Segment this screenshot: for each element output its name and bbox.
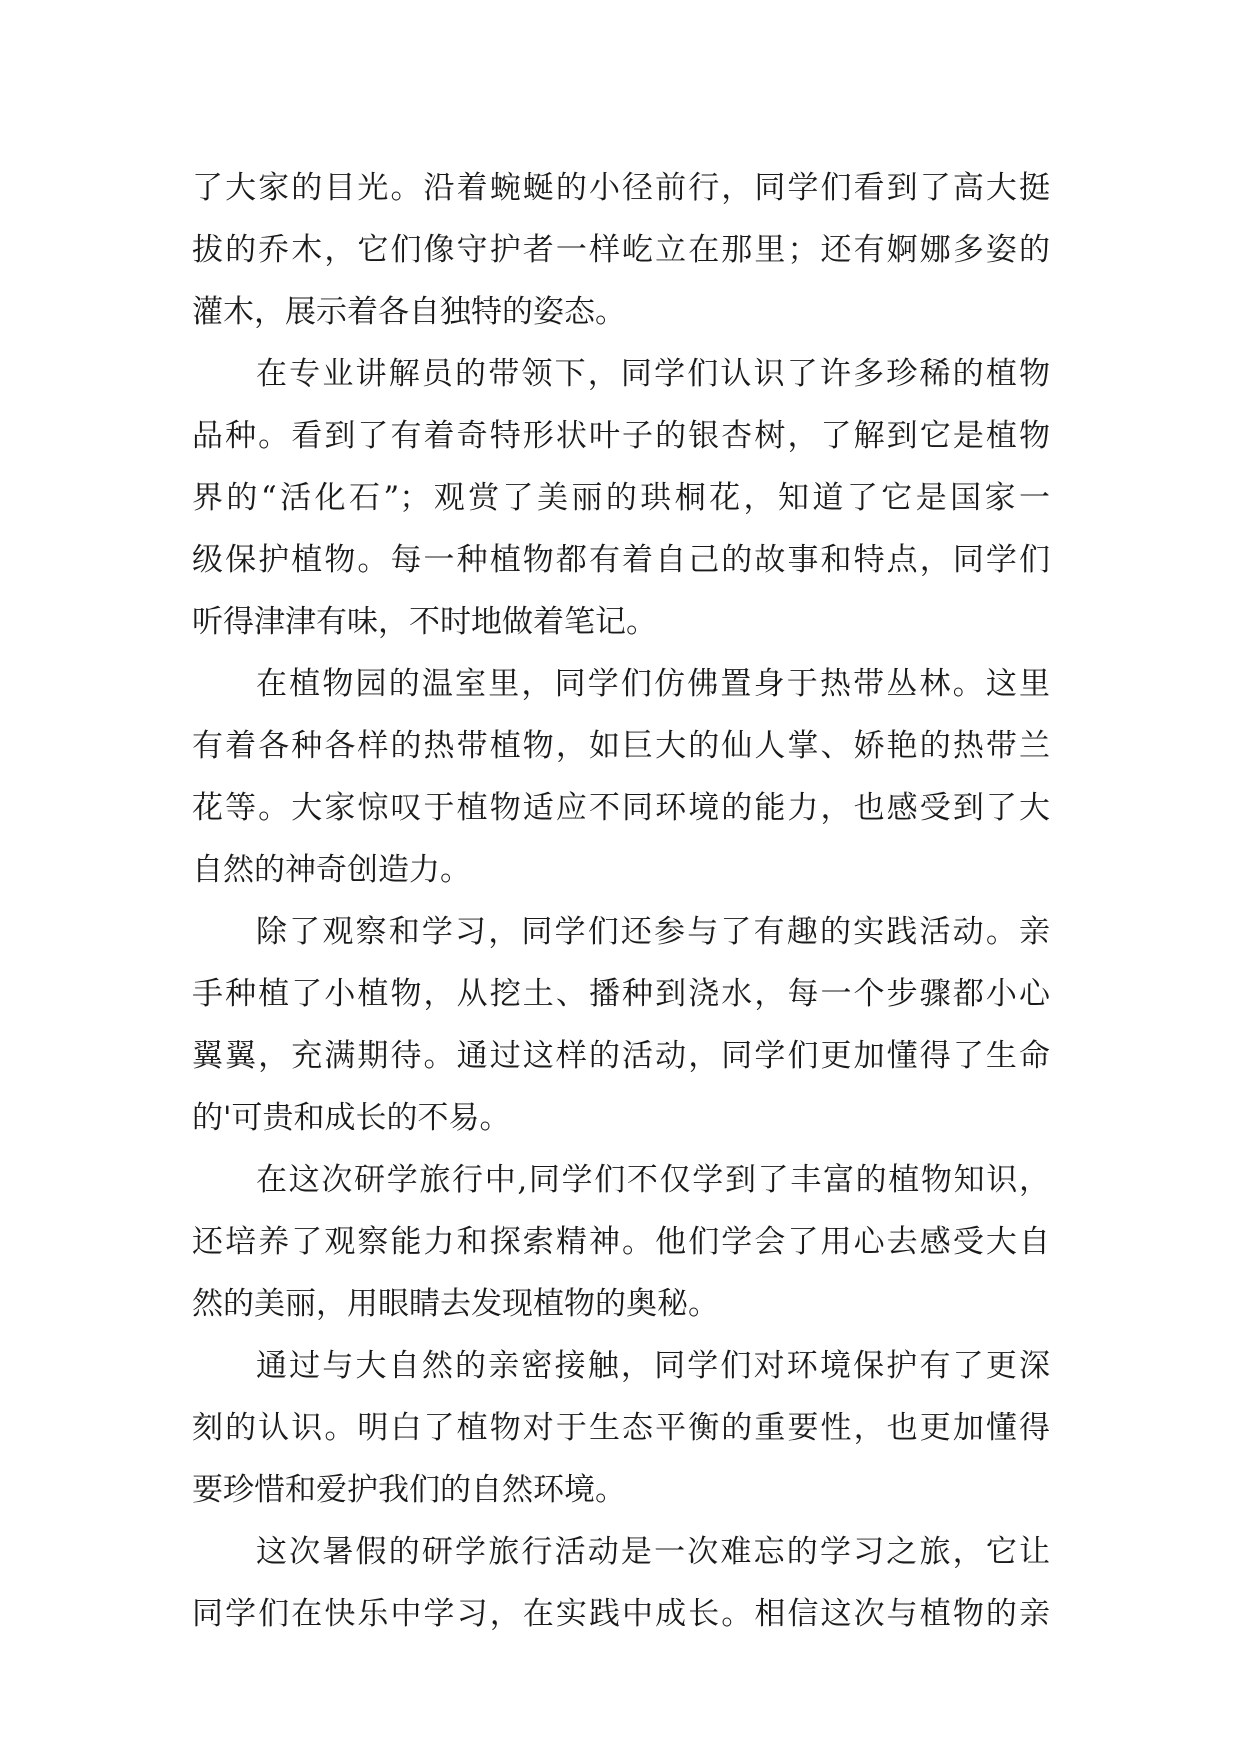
text-line: 拔的乔木，它们像守护者一样屹立在那里；还有婀娜多姿的 xyxy=(192,232,1050,268)
text-line: 在植物园的温室里，同学们仿佛置身于热带丛林。这里 xyxy=(256,666,1050,702)
text-line: 这次暑假的研学旅行活动是一次难忘的学习之旅，它让 xyxy=(256,1534,1050,1570)
text-line: 除了观察和学习，同学们还参与了有趣的实践活动。亲 xyxy=(256,914,1050,950)
text-line: 界的“活化石”；观赏了美丽的珙桐花，知道了它是国家一 xyxy=(192,480,1050,516)
text-line: 翼翼，充满期待。通过这样的活动，同学们更加懂得了生命 xyxy=(192,1038,1050,1074)
text-line: 还培养了观察能力和探索精神。他们学会了用心去感受大自 xyxy=(192,1224,1050,1260)
text-line: 自然的神奇创造力。 xyxy=(192,852,471,888)
text-line: 在专业讲解员的带领下，同学们认识了许多珍稀的植物 xyxy=(256,356,1050,392)
text-line: 手种植了小植物，从挖土、播种到浇水，每一个步骤都小心 xyxy=(192,976,1050,1012)
text-line: 灌木，展示着各自独特的姿态。 xyxy=(192,294,626,330)
text-line: 要珍惜和爱护我们的自然环境。 xyxy=(192,1472,626,1508)
text-line: 同学们在快乐中学习，在实践中成长。相信这次与植物的亲 xyxy=(192,1596,1050,1632)
text-line: 刻的认识。明白了植物对于生态平衡的重要性，也更加懂得 xyxy=(192,1410,1050,1446)
text-line: 花等。大家惊叹于植物适应不同环境的能力，也感受到了大 xyxy=(192,790,1050,826)
text-line: 听得津津有味，不时地做着笔记。 xyxy=(192,604,657,640)
text-line: 的'可贵和成长的不易。 xyxy=(192,1100,511,1136)
text-line: 然的美丽，用眼睛去发现植物的奥秘。 xyxy=(192,1286,719,1322)
text-line: 有着各种各样的热带植物，如巨大的仙人掌、娇艳的热带兰 xyxy=(192,728,1050,764)
text-line: 品种。看到了有着奇特形状叶子的银杏树，了解到它是植物 xyxy=(192,418,1050,454)
text-line: 了大家的目光。沿着蜿蜒的小径前行，同学们看到了高大挺 xyxy=(192,170,1050,206)
text-line: 级保护植物。每一种植物都有着自己的故事和特点，同学们 xyxy=(192,542,1050,578)
text-line: 通过与大自然的亲密接触，同学们对环境保护有了更深 xyxy=(256,1348,1050,1384)
text-line: 在这次研学旅行中,同学们不仅学到了丰富的植物知识， xyxy=(256,1162,1050,1198)
document-body xyxy=(192,157,1050,1645)
